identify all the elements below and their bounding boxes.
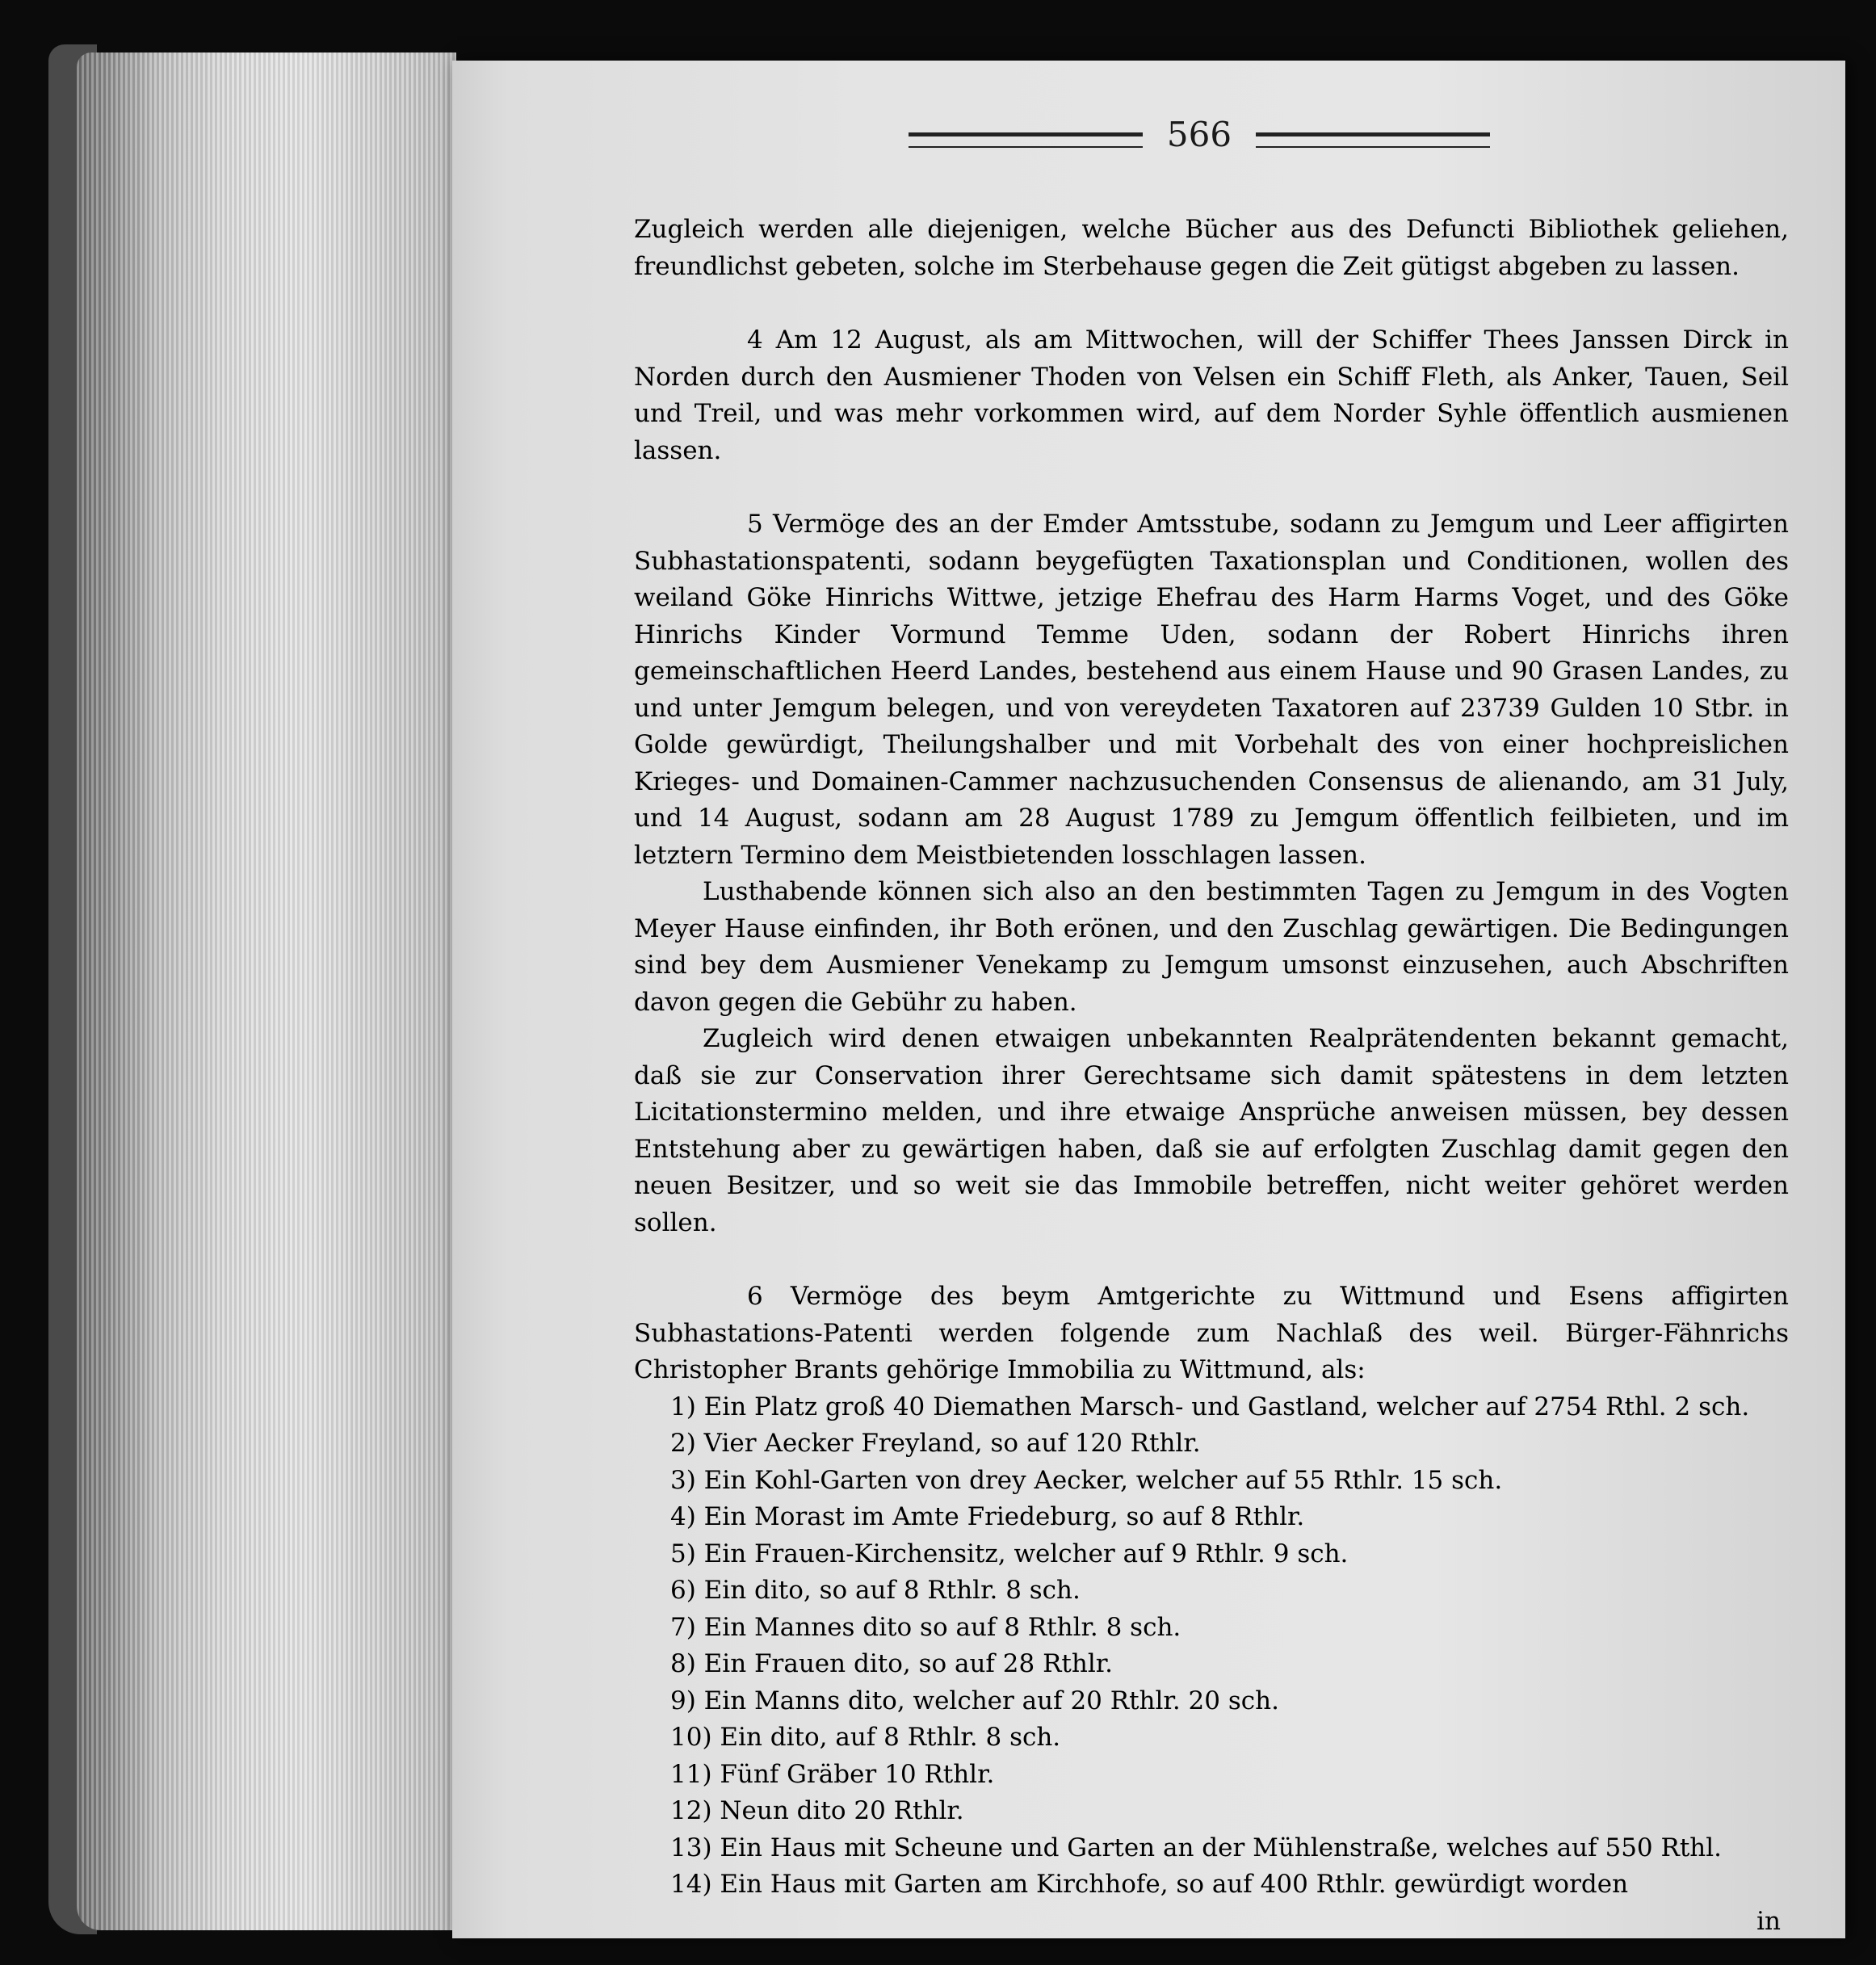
page-number: 566 (1166, 115, 1232, 154)
list-item: 3) Ein Kohl-Garten von drey Aecker, welcher auf 55 Rthlr. 15 sch. (670, 1465, 1503, 1495)
page-text (634, 212, 1789, 1940)
paragraph-5: 5 Vermöge des an der Emder Amtsstube, sodann zu Jemgum und Leer affigirten Subhastationspatenti, sodann beygefügten Taxationsplan und Conditionen, wollen des weiland Göke Hinrichs Wittwe, jetzige Ehefrau des Harm Harms Voget, und des Göke Hinrichs Kinder Vormund Temme Uden, sodann der Robert Hinrichs ihren gemeinschaftlichen Heerd Landes, bestehend aus einem Hause und 90 Grasen Landes, zu und unter Jemgum belegen, und von vereydeten Taxatoren auf 23739 Gulden 10 Stbr. in Golde gewürdigt, Theilungshalber und mit Vorbehalt des von einer hochpreislichen Krieges- und Domainen-Cammer nachzusuchenden Consensus de alienando, am 31 July, und 14 August, sodann am 28 August 1789 zu Jemgum öffentlich feilbieten, und im letztern Termino dem Meistbietenden losschlagen lassen. (634, 510, 1789, 870)
list-item: 8) Ein Frauen dito, so auf 28 Rthlr. (670, 1649, 1114, 1678)
catchword: in (1756, 1906, 1781, 1936)
list-item: 2) Vier Aecker Freyland, so auf 120 Rthlr. (670, 1429, 1201, 1458)
list-item: 1) Ein Platz groß 40 Diemathen Marsch- und Gastland, welcher auf 2754 Rthl. 2 sch. (670, 1392, 1750, 1421)
page-header (909, 115, 1876, 170)
page-header (909, 61, 1876, 109)
paragraph-6: 6 Vermöge des beym Amtgerichte zu Wittmund und Esens affigirten Subhastations-Patenti werden folgende zum Nachlaß des weil. Bürger-Fähnrichs Christopher Brants gehörige Immobilia zu Wittmund, als: (634, 1282, 1789, 1384)
list-item: 10) Ein dito, auf 8 Rthlr. 8 sch. (670, 1723, 1061, 1752)
book-page-edges (77, 52, 456, 1930)
list-item: 9) Ein Manns dito, welcher auf 20 Rthlr. 20 sch. (670, 1686, 1279, 1715)
list-item: 13) Ein Haus mit Scheune und Garten an der Mühlenstraße, welches auf 550 Rthl. (670, 1833, 1723, 1862)
list-item: 11) Fünf Gräber 10 Rthlr. (670, 1759, 995, 1789)
paragraph-5-conditions: Lusthabende können sich also an den bestimmten Tagen zu Jemgum in des Vogten Meyer Hause einfinden, ihr Both erönen, und den Zuschlag gewärtigen. Die Bedingungen sind bey dem Ausmiener Venekamp zu Jemgum umsonst einzusehen, auch Abschriften davon gegen die Gebühr zu haben. (634, 877, 1789, 1017)
paragraph-5-notice: Zugleich wird denen etwaigen unbekannten Realprätendenten bekannt gemacht, daß sie zur Conservation ihrer Gerechtsame sich damit spätestens in dem letzten Licitationstermino melden, und ihre etwaige Ansprüche anweisen müssen, bey dessen Entstehung aber zu gewärtigen haben, daß sie auf erfolgten Zuschlag damit gegen den neuen Besitzer, und so weit sie das Immobile betreffen, nicht weiter gehöret werden sollen. (634, 1024, 1789, 1237)
list-item: 7) Ein Mannes dito so auf 8 Rthlr. 8 sch. (670, 1612, 1181, 1642)
paragraph-continuation: Zugleich werden alle diejenigen, welche Bücher aus des Defuncti Bibliothek geliehen, freundlichst gebeten, solche im Sterbehause gegen die Zeit gütigst abgeben zu lassen. (634, 215, 1789, 281)
list-item: 5) Ein Frauen-Kirchensitz, welcher auf 9 Rthlr. 9 sch. (670, 1539, 1349, 1568)
list-item: 4) Ein Morast im Amte Friedeburg, so auf 8 Rthlr. (670, 1502, 1305, 1531)
property-list (634, 1389, 1789, 1904)
list-item: 12) Neun dito 20 Rthlr. (670, 1796, 964, 1825)
list-item: 14) Ein Haus mit Garten am Kirchhofe, so auf 400 Rthlr. gewürdigt worden (670, 1870, 1629, 1899)
list-item: 6) Ein dito, so auf 8 Rthlr. 8 sch. (670, 1576, 1081, 1605)
header-rule-right (1256, 132, 1490, 148)
header-rule-left (909, 132, 1143, 148)
paragraph-4: 4 Am 12 August, als am Mittwochen, will der Schiffer Thees Janssen Dirck in Norden durch den Ausmiener Thoden von Velsen ein Schiff Fleth, als Anker, Tauen, Seil und Treil, und was mehr vorkommen wird, auf dem Norder Syhle öffentlich ausmienen lassen. (634, 325, 1789, 465)
